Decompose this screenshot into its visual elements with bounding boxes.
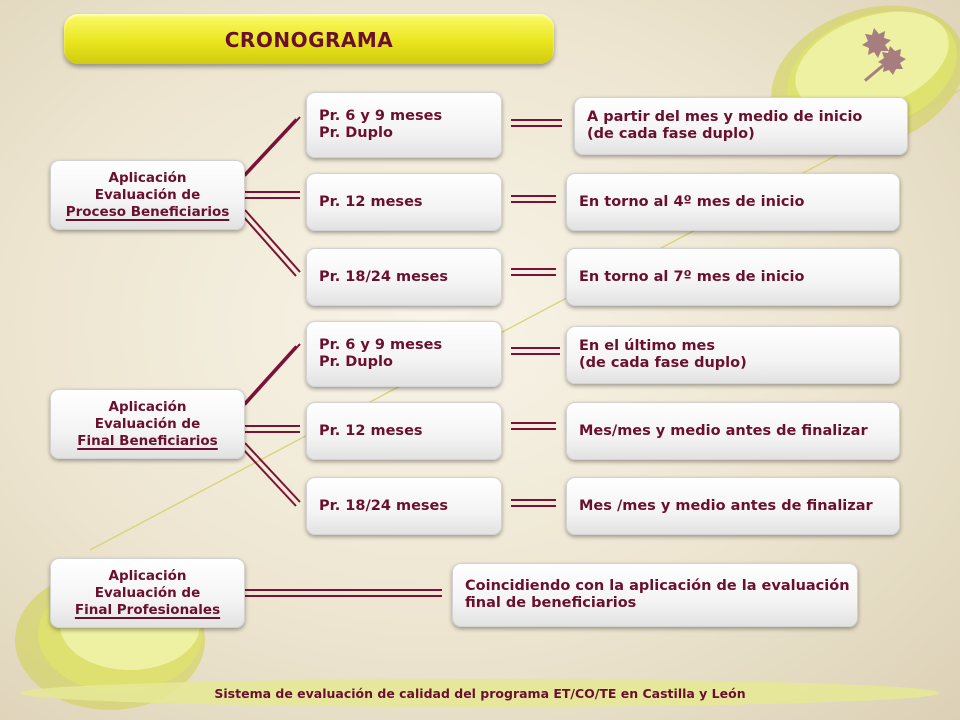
- program-box: [306, 321, 502, 387]
- category-line-3: Proceso Beneficiarios: [65, 203, 230, 220]
- program-box: [306, 248, 502, 306]
- footer-caption: Sistema de evaluación de calidad del programa ET/CO/TE en Castilla y León: [214, 686, 746, 701]
- page-title: CRONOGRAMA: [224, 28, 394, 52]
- timing-box: [452, 563, 858, 627]
- program-line: Pr. Duplo: [319, 354, 393, 370]
- timing-line: (de cada fase duplo): [587, 126, 755, 142]
- program-line: Pr. 12 meses: [319, 422, 423, 439]
- timing-box: [566, 402, 900, 460]
- category-line-2: Evaluación de: [94, 415, 201, 432]
- program-line: Pr. 6 y 9 meses: [319, 337, 443, 353]
- timing-line: Mes/mes y medio antes de finalizar: [579, 422, 868, 439]
- timing-line: En torno al 7º mes de inicio: [579, 268, 805, 285]
- category-line-1: Aplicación: [108, 567, 187, 584]
- category-final-profesionales: [50, 558, 245, 628]
- timing-line: A partir del mes y medio de inicio: [587, 109, 863, 125]
- timing-line: En torno al 4º mes de inicio: [579, 193, 805, 210]
- timing-line: En el último mes: [579, 338, 716, 354]
- title-banner: [64, 14, 554, 64]
- category-line-3: Final Profesionales: [74, 601, 221, 618]
- category-line-1: Aplicación: [108, 398, 187, 415]
- timing-line: Coincidiendo con la aplicación de la evaluación: [465, 578, 850, 594]
- program-box: [306, 477, 502, 535]
- timing-line: final de beneficiarios: [465, 595, 637, 611]
- category-line-1: Aplicación: [108, 169, 187, 186]
- program-line: Pr. Duplo: [319, 125, 393, 141]
- program-line: Pr. 12 meses: [319, 193, 423, 210]
- program-box: [306, 402, 502, 460]
- program-box: [306, 173, 502, 231]
- category-final-beneficiarios: [50, 389, 245, 459]
- timing-box: [566, 248, 900, 306]
- category-proceso-beneficiarios: [50, 160, 245, 230]
- program-line: Pr. 18/24 meses: [319, 268, 449, 285]
- program-line: Pr. 6 y 9 meses: [319, 108, 443, 124]
- timing-line: (de cada fase duplo): [579, 355, 747, 371]
- category-line-2: Evaluación de: [94, 584, 201, 601]
- timing-line: Mes /mes y medio antes de finalizar: [579, 497, 873, 514]
- timing-box: [566, 173, 900, 231]
- program-line: Pr. 18/24 meses: [319, 497, 449, 514]
- timing-box: [566, 477, 900, 535]
- timing-box: [566, 326, 900, 384]
- category-line-3: Final Beneficiarios: [77, 432, 218, 449]
- category-line-2: Evaluación de: [94, 186, 201, 203]
- timing-box: [574, 97, 908, 155]
- program-box: [306, 92, 502, 158]
